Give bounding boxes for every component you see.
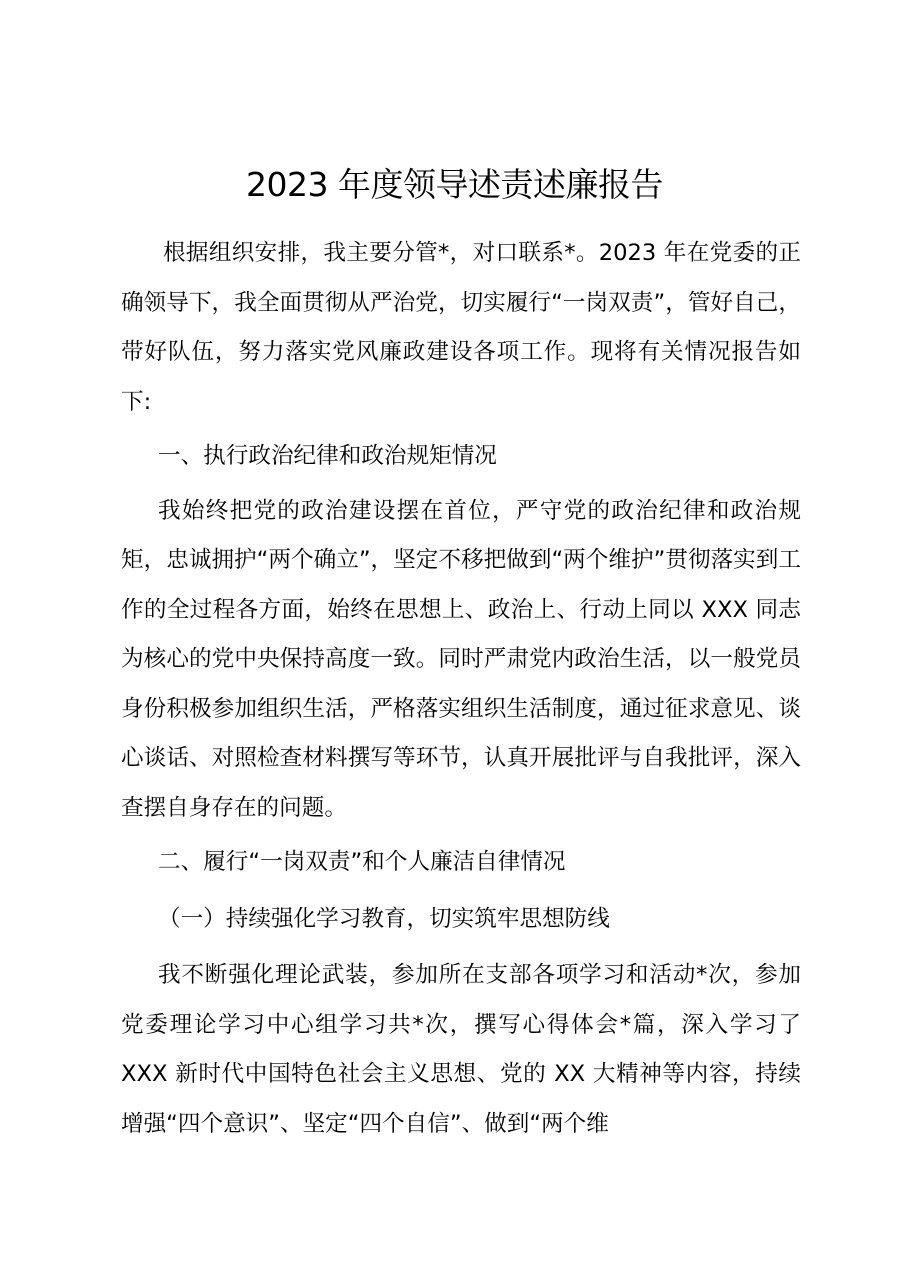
subsection-heading-1: （一）持续强化学习教育，切实筑牢思想防线 [158,905,610,932]
subsection-1-paragraph: 我不断强化理论武装，参加所在支部各项学习和活动*次，参加党委理论学习中心组学习共*次，撰写心得体会*篇，深入学习了 XXX 新时代中国特色社会主义思想、党的 XX 大精神等内容，持续增强“四个意识”、坚定“四个自信”、做到“两个维 [121,962,801,1137]
section-heading-1: 一、执行政治纪律和政治规矩情况 [158,443,497,469]
intro-paragraph: 根据组织安排，我主要分管*，对口联系*。2023 年在党委的正确领导下，我全面贯彻从严治党，切实履行“一岗双责”，管好自己，带好队伍，努力落实党风廉政建设各项工作。现将有关情况报告如下: [121,240,801,415]
section-1-paragraph: 我始终把党的政治建设摆在首位，严守党的政治纪律和政治规矩，忠诚拥护“两个确立”，坚定不移把做到“两个维护”贯彻落实到工作的全过程各方面，始终在思想上、政治上、行动上同以 XXX 同志为核心的党中央保持高度一致。同时严肃党内政治生活，以一般党员身份积极参加组织生活，严格落实组织生活制度，通过征求意见、谈心谈话、对照检查材料撰写等环节，认真开展批评与自我批评，深入查摆自身存在的问题。 [121,497,801,821]
document-body [121,229,801,1149]
document-title: 2023 年度领导述责述廉报告 [246,165,663,204]
section-heading-2: 二、履行“一岗双责”和个人廉洁自律情况 [158,849,566,875]
